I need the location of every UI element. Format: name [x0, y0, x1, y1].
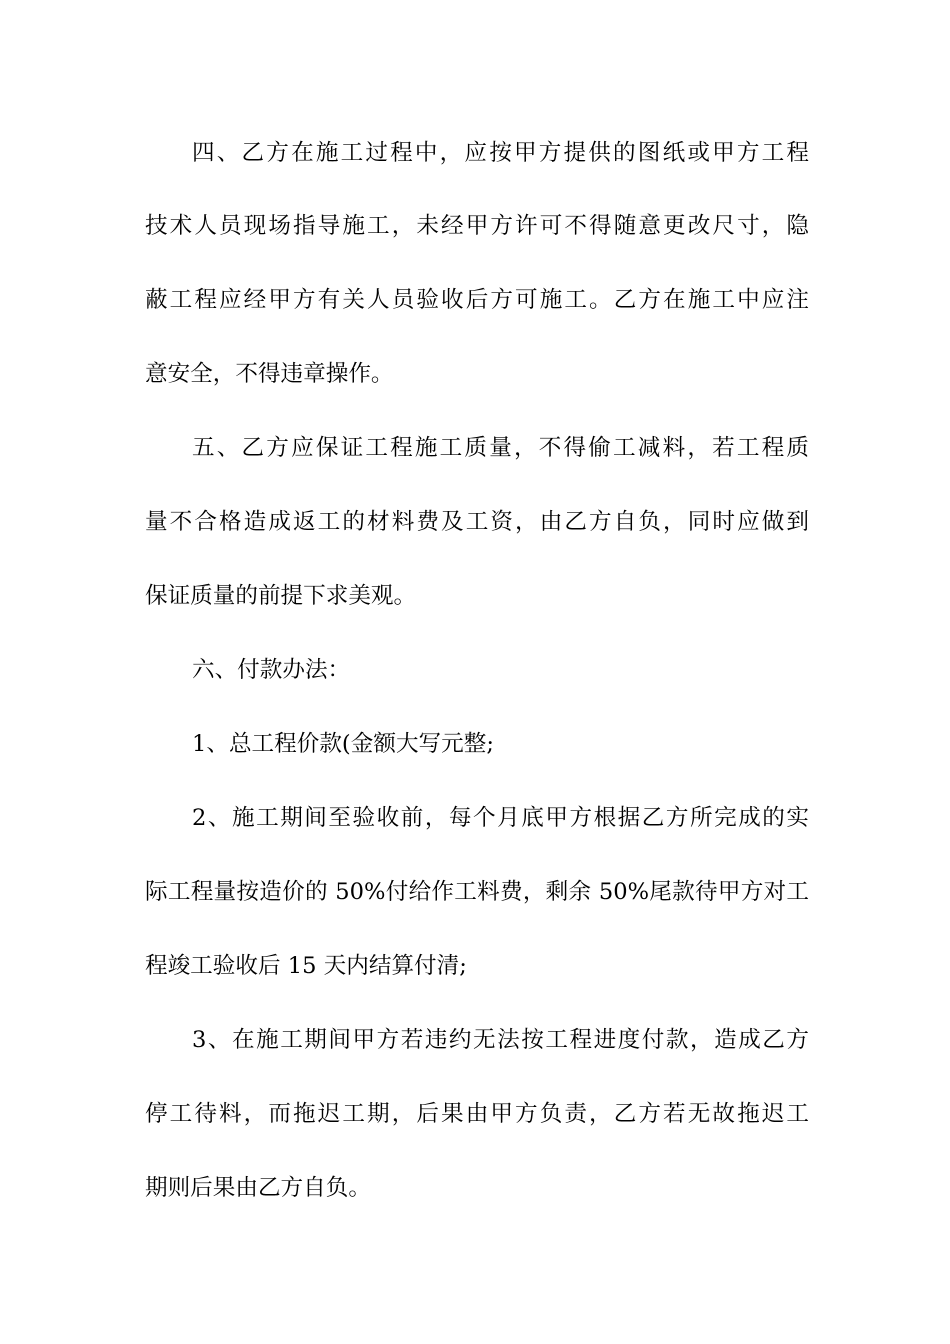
clause-4-line-2: 技术人员现场指导施工，未经甲方许可不得随意更改尺寸，隐	[145, 213, 809, 239]
payment-item-2-line-3: 程竣工验收后 15 天内结算付清;	[145, 953, 467, 979]
clause-6-heading: 六、付款办法：	[192, 657, 351, 683]
clause-4-line-3: 蔽工程应经甲方有关人员验收后方可施工。乙方在施工中应注	[145, 287, 809, 313]
payment-item-3-line-2: 停工待料，而拖迟工期，后果由甲方负责，乙方若无故拖迟工	[145, 1101, 809, 1127]
clause-5-line-1: 五、乙方应保证工程施工质量，不得偷工减料，若工程质	[192, 435, 809, 461]
clause-4-line-4: 意安全，不得违章操作。	[145, 361, 394, 387]
payment-item-3-line-1: 3、在施工期间甲方若违约无法按工程进度付款，造成乙方	[192, 1027, 809, 1053]
clause-5-line-2: 量不合格造成返工的材料费及工资，由乙方自负，同时应做到	[145, 509, 809, 535]
payment-item-2-line-2: 际工程量按造价的 50%付给作工料费，剩余 50%尾款待甲方对工	[145, 879, 809, 905]
payment-item-1: 1、总工程价款(金额大写元整;	[192, 731, 494, 757]
clause-5-line-3: 保证质量的前提下求美观。	[145, 583, 417, 609]
clause-4-line-1: 四、乙方在施工过程中，应按甲方提供的图纸或甲方工程	[192, 140, 809, 166]
payment-item-2-line-1: 2、施工期间至验收前，每个月底甲方根据乙方所完成的实	[192, 805, 809, 831]
payment-item-3-line-3: 期则后果由乙方自负。	[145, 1175, 371, 1201]
